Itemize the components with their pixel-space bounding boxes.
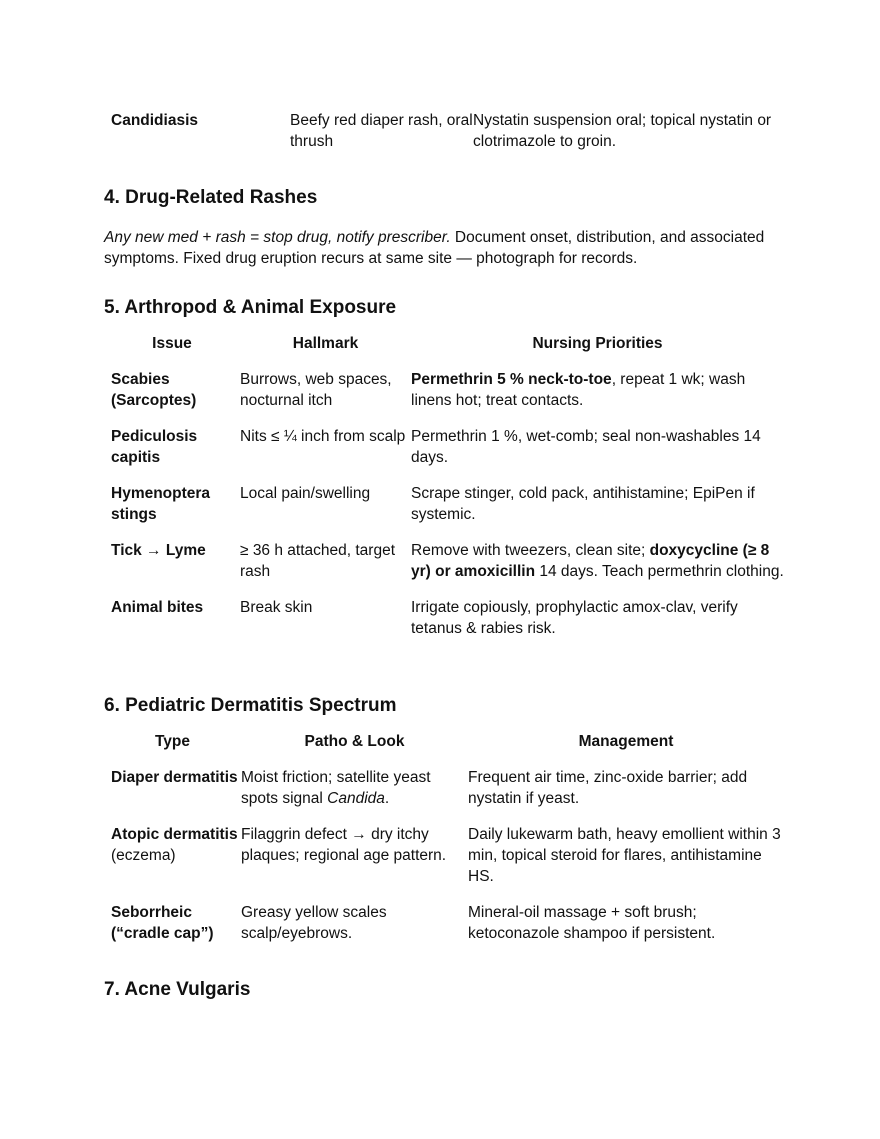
candidiasis-table [104,110,784,167]
hallmark-cell: Local pain/swelling [240,485,371,502]
table-row [104,540,784,597]
table-row [104,110,784,167]
management-cell: Frequent air time, zinc-oxide barrier; add nystatin if yeast. [468,769,748,807]
management-cell: Daily lukewarm bath, heavy emollient within 3 min, topical steroid for flares, antihistamine HS. [468,826,781,885]
arthropod-table [104,333,784,654]
priorities-cell [411,597,784,654]
section-heading: 4. Drug-Related Rashes [104,187,318,208]
bold-text: doxycycline (≥ 8 yr) or amoxicillin [411,542,770,580]
patho-cell [241,824,468,902]
type-cell [104,767,241,824]
section-6 [104,694,784,959]
column-header: Issue [152,335,192,352]
plain-text: Permethrin 1 %, wet-comb; seal non-washables 14 days. [411,428,761,466]
patho-cell [241,767,468,824]
type-note: (eczema) [111,847,176,864]
column-header: Patho & Look [304,733,405,750]
type-name: Diaper dermatitis [111,769,238,786]
column-header: Type [154,733,191,750]
hallmark-cell: ≥ 36 h attached, target rash [240,542,395,580]
plain-text: Irrigate copiously, prophylactic amox-clav, verify tetanus & rabies risk. [411,599,738,637]
table-header-row [104,333,784,369]
plain-text: Greasy yellow scales scalp/eyebrows. [241,904,387,942]
hallmark-cell: Break skin [240,599,313,616]
section-4 [104,186,784,269]
issue-cell: Animal bites [111,599,204,616]
dermatitis-table [104,731,784,959]
table-row [104,767,784,824]
priorities-cell [411,369,784,426]
issue-cell: Pediculosis capitis [111,428,198,466]
hallmark-cell: Nits ≤ ¼ inch from scalp [240,428,406,445]
type-cell [104,902,241,959]
patho-cell [241,902,468,959]
issue-cell: Candidiasis [111,112,198,129]
bold-text: Permethrin 5 % neck-to-toe [411,371,612,388]
table-row [104,597,784,654]
column-header: Nursing Priorities [532,335,663,352]
issue-cell: Tick → Lyme [111,542,206,559]
plain-text: Scrape stinger, cold pack, antihistamine; EpiPen if systemic. [411,485,755,523]
column-header: Hallmark [292,335,359,352]
type-cell [104,824,241,902]
issue-cell: Hymenoptera stings [111,485,211,523]
table-row [104,426,784,483]
priorities-cell [411,483,784,540]
italic-text: Candida [327,790,385,807]
table-header-row [104,731,784,767]
section-paragraph [104,227,784,269]
hallmark-cell: Burrows, web spaces, nocturnal itch [240,371,392,409]
table-row [104,369,784,426]
section-7 [104,978,784,1002]
hallmark-cell: Beefy red diaper rash, oral thrush [290,112,473,150]
plain-text: Moist friction; satellite yeast spots signal [241,769,431,807]
italic-lead: Any new med + rash = stop drug, notify prescriber. [104,229,451,246]
plain-text: Remove with tweezers, clean site; [411,542,650,559]
issue-cell: Scabies (Sarcoptes) [111,371,197,409]
priorities-cell [411,540,784,597]
section-heading: 7. Acne Vulgaris [104,979,251,1000]
paragraph-text: Document onset, distribution, and associated symptoms. Fixed drug eruption recurs at same site — photograph for records. [104,229,765,267]
table-row [104,483,784,540]
plain-text: 14 days. Teach permethrin clothing. [535,563,784,580]
priorities-cell [411,426,784,483]
plain-text: , repeat 1 wk; wash linens hot; treat contacts. [411,371,746,409]
type-name: Seborrheic (“cradle cap”) [111,904,214,942]
column-header: Management [578,733,674,750]
plain-text: Filaggrin defect → dry itchy plaques; regional age pattern. [241,826,447,864]
plain-text: . [384,790,390,807]
section-5 [104,296,784,654]
type-name: Atopic dermatitis [111,826,238,843]
priorities-cell: Nystatin suspension oral; topical nystatin or clotrimazole to groin. [473,112,772,150]
table-row [104,824,784,902]
management-cell: Mineral-oil massage + soft brush; ketoconazole shampoo if persistent. [468,904,716,942]
table-row [104,902,784,959]
section-heading: 5. Arthropod & Animal Exposure [104,297,397,318]
section-heading: 6. Pediatric Dermatitis Spectrum [104,695,397,716]
